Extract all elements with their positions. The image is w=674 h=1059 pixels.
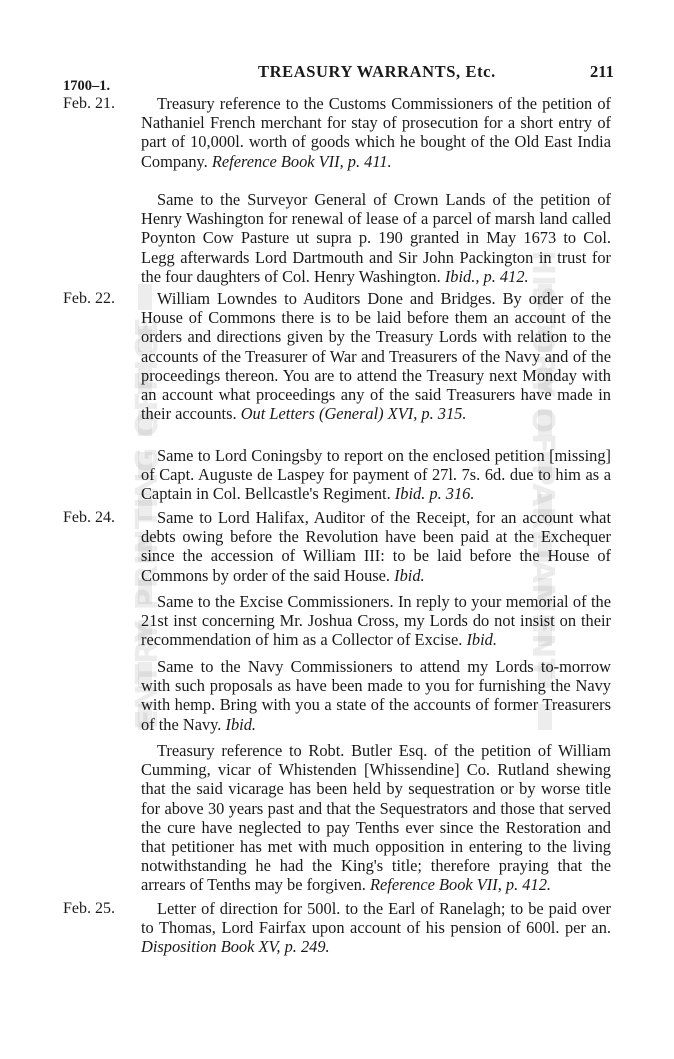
entry-text: Letter of direction for 500l. to the Earl of Ranelagh; to be paid over to Thomas, Lord Fairfax upon account of his pension of 600l. per an. Disposition Book XV, p. 249.: [141, 899, 611, 957]
watermark-right-text: HISTORY OF PARLIAMENT: [525, 250, 560, 679]
entry-reference: Ibid.: [466, 630, 497, 650]
watermark-left-text: ENTRY PRINTING OFFICE: [130, 316, 165, 730]
entry-date: Feb. 21.: [63, 95, 115, 112]
entry-text: Treasury reference to the Customs Commissioners of the petition of Nathaniel French merchant for stay of prosecution for a short entry of part of 10,000l. worth of goods which he bought of the Old East India Company. Reference Book VII, p. 411.: [141, 94, 611, 171]
page-number: 211: [590, 62, 614, 81]
entry-reference: Disposition Book XV, p. 249.: [141, 937, 330, 957]
entry-reference: Reference Book VII, p. 412.: [370, 875, 551, 895]
entry-date: Feb. 24.: [63, 509, 115, 526]
entry-date: Feb. 22.: [63, 290, 115, 307]
entry-text: Treasury reference to Robt. Butler Esq. of the petition of William Cumming, vicar of Whistenden [Whissendine] Co. Rutland shewing that the said vicarage has been held by sequestration or by worse title for above 30 years past and that the Sequestrators and those that served the cure have neglected to pay Tenths ever since the Restoration and that petitioner has met with much opposition in entering to the living notwithstanding he had the King's title; therefore praying that the arrears of Tenths may be forgiven. Reference Book VII, p. 412.: [141, 741, 611, 895]
entry-reference: Ibid., p. 412.: [444, 266, 529, 286]
entry-text: Same to the Navy Commissioners to attend my Lords to-morrow with such proposals as have been made to you for furnishing the Navy with hemp. Bring with you a state of the accounts of former Treasurers of the Navy. Ibid.: [141, 657, 611, 734]
running-title: TREASURY WARRANTS, Etc.: [258, 62, 496, 81]
year-label: 1700–1.: [63, 78, 111, 94]
entry-text: Same to the Excise Commissioners. In reply to your memorial of the 21st inst concerning Mr. Joshua Cross, my Lords do not insist on their recommendation of him as a Collector of Excise. Ibid.: [141, 592, 611, 650]
entry-reference: Ibid. p. 316.: [394, 484, 475, 504]
entry-reference: Out Letters (General) XVI, p. 315.: [240, 404, 467, 424]
entry-text: William Lowndes to Auditors Done and Bridges. By order of the House of Commons there is to be laid before them an account of the orders and directions given by the Treasury Lords with relation to the accounts of the Treasurer of War and Treasurers of the Navy and of the proceedings thereon. You are to attend the Treasury next Monday with an account what proceedings any of the said Treasurers have made in their accounts. Out Letters (General) XVI, p. 315.: [141, 289, 611, 424]
entry-reference: Reference Book VII, p. 411.: [211, 151, 392, 171]
entry-date: Feb. 25.: [63, 900, 115, 917]
entry-text: Same to the Surveyor General of Crown Lands of the petition of Henry Washington for renewal of lease of a parcel of marsh land called Poynton Cow Pasture ut supra p. 190 granted in May 1673 to Col. Legg afterwards Lord Dartmouth and Sir John Packington in trust for the four daughters of Col. Henry Washington. Ibid., p. 412.: [141, 190, 611, 286]
entry-reference: Ibid.: [394, 565, 425, 585]
entry-text: Same to Lord Coningsby to report on the enclosed petition [missing] of Capt. Auguste de Laspey for payment of 27l. 7s. 6d. due to him as a Captain in Col. Bellcastle's Regiment. Ibid. p. 316.: [141, 446, 611, 504]
entry-reference: Ibid.: [225, 714, 257, 734]
entry-text: Same to Lord Halifax, Auditor of the Receipt, for an account what debts owing before the Revolution have been paid at the Exchequer since the accession of William III: to be laid before the House of Commons by order of the said House. Ibid.: [141, 508, 611, 585]
